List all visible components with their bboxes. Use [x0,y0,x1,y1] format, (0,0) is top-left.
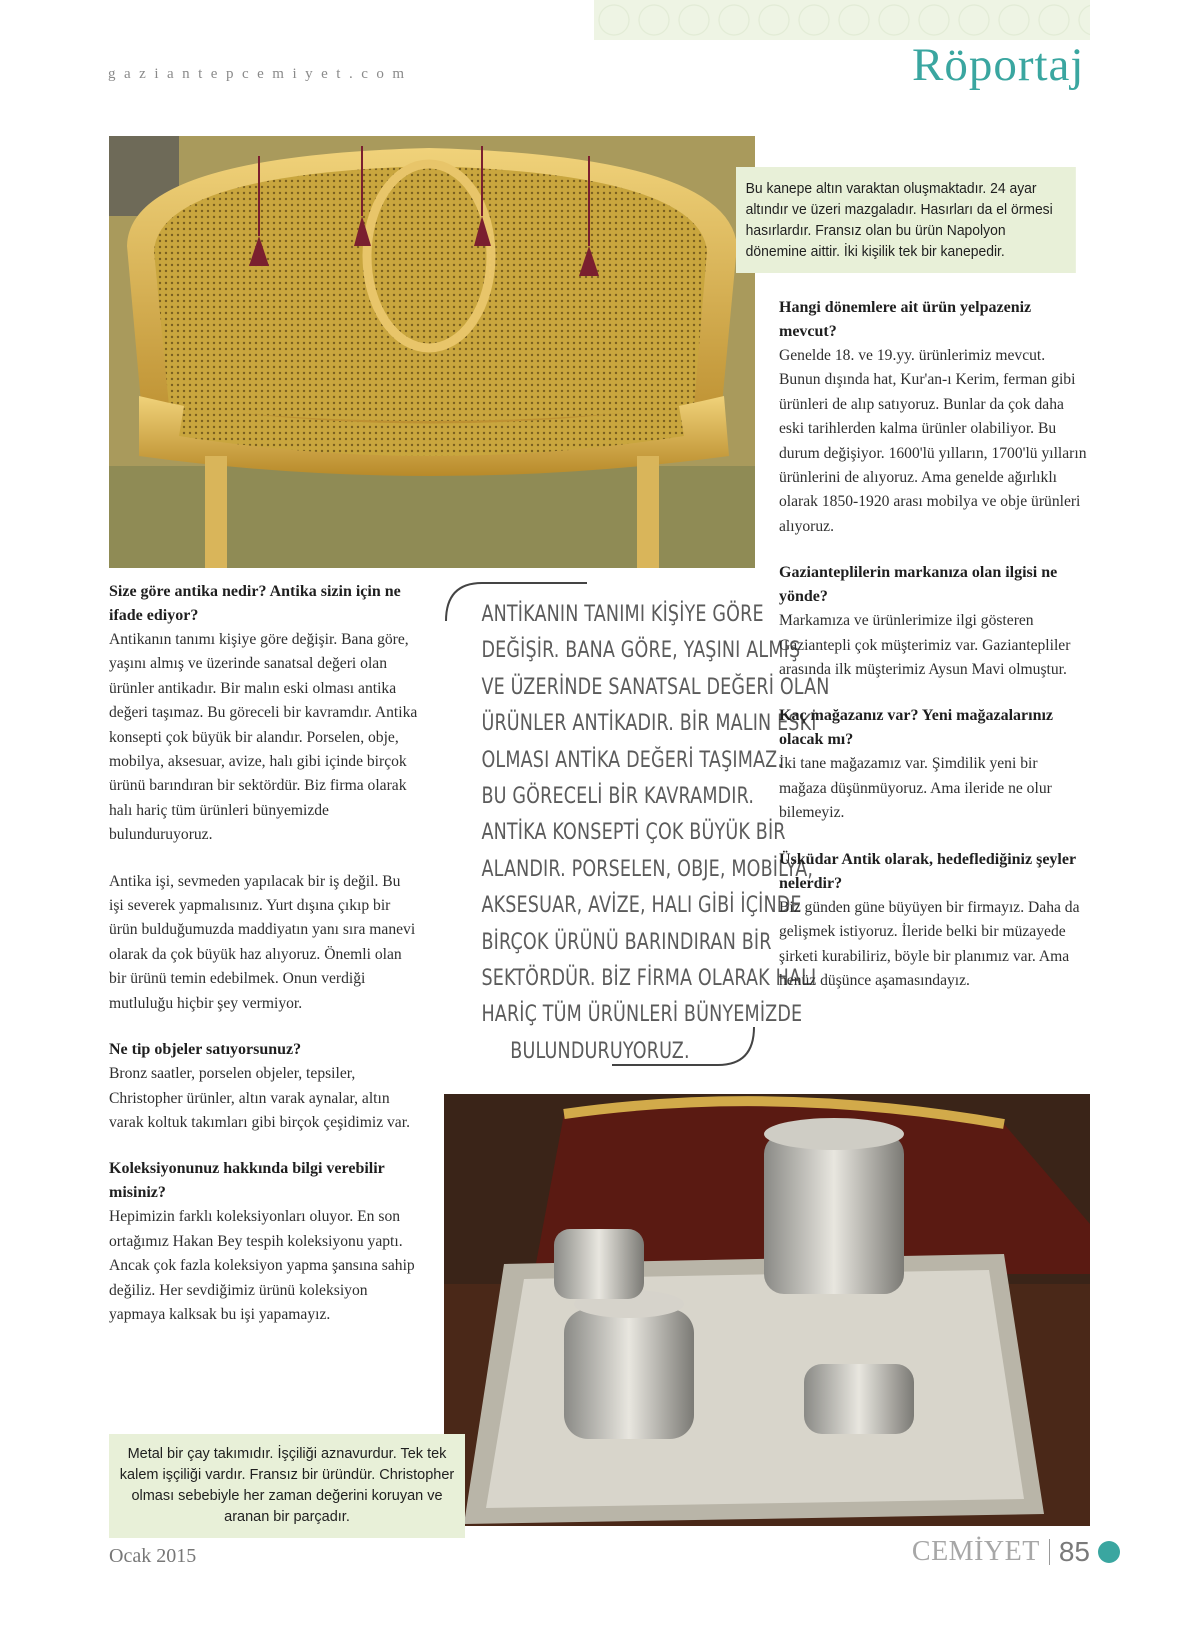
answer: Genelde 18. ve 19.yy. ürünlerimiz mevcut. Bunun dışında hat, Kur'an-ı Kerim, ferman gibi ürünleri de alıp satıyoruz. Bunlar da çok daha eski tarihlerden kalma ürünler olabiliyor. Bu durum değişiyor. 1600'lü yılların, 1700'lü yılların ürünlerini de alıyoruz. Ama genelde ağırlıklı olarak 1850-1920 arası mobilya ve obje ürünleri alıyoruz. [779,347,1087,535]
qa-block [109,580,419,848]
question: Gazianteplilerin markanıza olan ilgisi ne yönde? [779,564,1058,606]
qa-block [109,1038,419,1135]
pull-quote-line: ANTİKA KONSEPTİ ÇOK BÜYÜK BİR [481,819,786,846]
question: Koleksiyonunuz hakkında bilgi verebilir misiniz? [109,1160,385,1202]
answer: Hepimizin farklı koleksiyonları oluyor. En son ortağımız Hakan Bey tespih koleksiyonu yaptı. Ancak çok fazla koleksiyon yapma şansına sahip değiliz. Her sevdiğimiz ürünü koleksiyon yapmaya kalksak bu işi yapamayız. [109,1208,415,1323]
pull-quote-line: OLMASI ANTİKA DEĞERİ TAŞIMAZ. [481,746,784,773]
section-title: Röportaj [912,39,1085,91]
footer-brand [912,1536,1120,1568]
pull-quote-line: BU GÖRECELİ BİR KAVRAMDIR. [481,783,755,810]
page-number: 85 [1058,1536,1090,1567]
sofa-caption: Bu kanepe altın varaktan oluşmaktadır. 24 ayar altındır ve üzeri mazgaladır. Hasırları da el örmesi hasırlardır. Fransız olan bu ürün Napolyon dönemine aittir. İki kişilik tek bir kanepedir. [736,167,1076,273]
pull-quote-line: SEKTÖRDÜR. BİZ FİRMA OLARAK HALI [481,965,817,992]
answer: Markamıza ve ürünlerimize ilgi gösteren Gaziantepli çok müşterimiz var. Gaziantepliler arasında ilk müşterimiz Aysun Mavi olmuştur. [779,612,1071,679]
pull-quote-line: ALANDIR. PORSELEN, OBJE, MOBİLYA, [481,855,814,882]
pull-quote-line: ÜRÜNLER ANTİKADIR. BİR MALIN ESKİ [481,710,817,737]
right-column [779,296,1089,1015]
pull-quote-line: DEĞİŞİR. BANA GÖRE, YAŞINI ALMIŞ [481,637,801,664]
answer: İki tane mağazamız var. Şimdilik yeni bir mağaza düşünmüyoruz. Ama ileride ne olur bilemeyiz. [779,755,1052,822]
answer: Bronz saatler, porselen objeler, tepsiler, Christopher ürünler, altın varak aynalar, altın varak koltuk takımları gibi birçok çeşidimiz var. [109,1065,410,1131]
answer: Biz günden güne büyüyen bir firmayız. Daha da gelişmek istiyoruz. İleride belki bir müzayede şirketi kurabiliriz, böyle bir planımız var. Ama henüz düşünce aşamasındayız. [779,898,1080,989]
question: Üsküdar Antik olarak, hedeflediğiniz şeyler nelerdir? [779,850,1076,892]
question: Kaç mağazanız var? Yeni mağazalarınız olacak mı? [779,707,1054,749]
pull-quote-line: BULUNDURUYORUZ. [510,1037,690,1064]
qa-block [779,848,1089,994]
qa-block [779,704,1089,825]
pull-quote-line: VE ÜZERİNDE SANATSAL DEĞERİ OLAN [481,673,830,700]
accent-dot-icon [1098,1541,1120,1563]
qa-block [779,561,1089,682]
pull-quote [481,596,830,1069]
header-ornament [594,0,1090,40]
answer: Antikanın tanımı kişiye göre değişir. Bana göre, yaşını almış ve üzerinde sanatsal değeri olan ürünler antikadır. Bir malın eski olması antika değeri taşımaz. Bu göreceli bir kavramdır. Antika konsepti çok büyük bir alandır. Porselen, obje, mobilya, aksesuar, avize, halı gibi içinde birçok ürünü barındıran bir sektördür. Biz firma olarak halı hariç tüm ürünleri bünyemizde bulunduruyoruz. [109,631,418,844]
issue-date: Ocak 2015 [109,1545,197,1567]
pull-quote-line: BİRÇOK ÜRÜNÜ BARINDIRAN BİR [481,928,772,955]
pull-quote-line: AKSESUAR, AVİZE, HALI GİBİ İÇİNDE [481,892,802,919]
magazine-name: CEMİYET [911,1536,1040,1567]
left-column [109,580,419,1349]
pull-quote-line: HARİÇ TÜM ÜRÜNLERİ BÜNYEMİZDE [481,1001,803,1028]
qa-block [109,870,419,1016]
question: Size göre antika nedir? Antika sizin için ne ifade ediyor? [109,583,401,624]
qa-block [109,1157,419,1327]
qa-block [779,296,1089,539]
answer: Antika işi, sevmeden yapılacak bir iş değil. Bu işi severek yapmalısınız. Yurt dışına çıkıp bir ürün bulduğumuzda maddiyatın yanı sıra manevi olarak da çok büyük haz alıyoruz. Önemli olan bir ürünü temin edebilmek. Onun verdiği mutluluğu hiçbir şey vermiyor. [109,872,416,1012]
sofa-photo [109,136,755,568]
question: Hangi dönemlere ait ürün yelpazeniz mevcut? [779,299,1032,340]
tea-set-photo [444,1094,1090,1526]
divider [1049,1539,1050,1565]
site-url: gaziantepcemiyet.com [108,66,413,82]
tea-set-caption: Metal bir çay takımıdır. İşçiliği aznavurdur. Tek tek kalem işçiliği vardır. Fransız bir üründür. Christopher olması sebebiyle her zaman değerini koruyan ve aranan bir parçadır. [109,1434,465,1538]
pull-quote-line: ANTİKANIN TANIMI KİŞİYE GÖRE [481,601,764,627]
question: Ne tip objeler satıyorsunuz? [109,1041,302,1059]
